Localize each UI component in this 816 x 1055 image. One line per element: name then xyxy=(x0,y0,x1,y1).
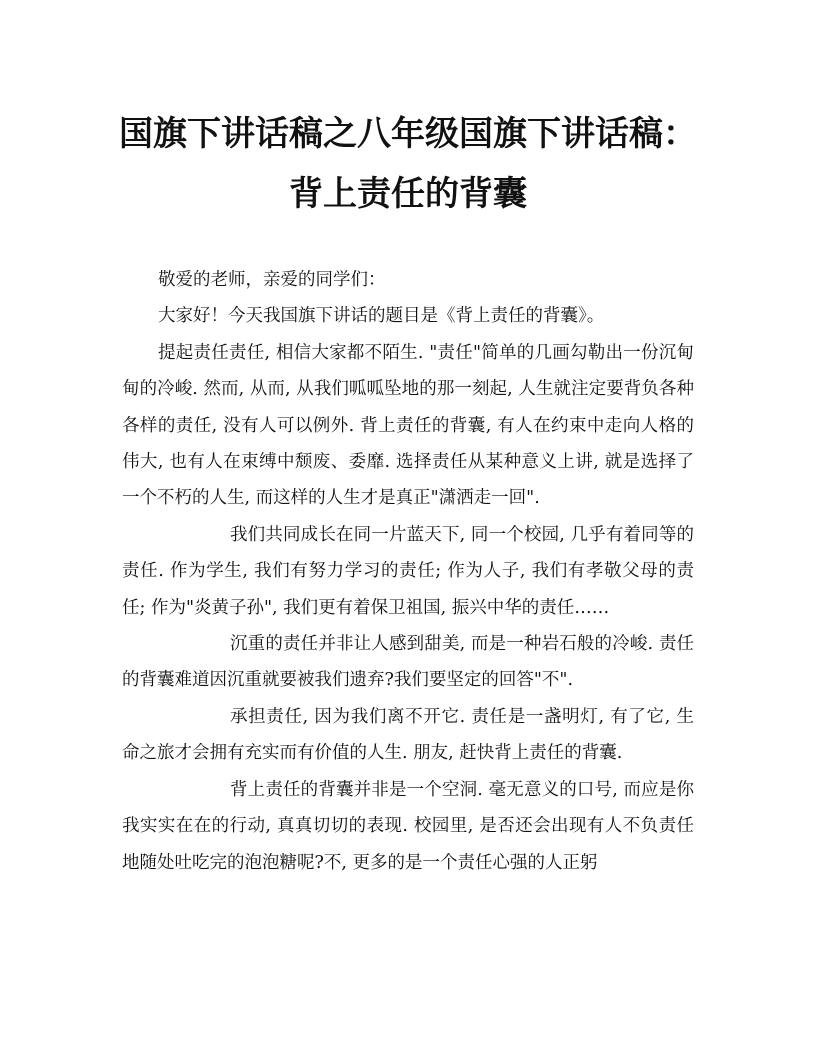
greeting-paragraph: 大家好！今天我国旗下讲话的题目是《背上责任的背囊》。 xyxy=(158,306,605,327)
body-paragraph: 背上责任的背囊并非是一个空洞. 毫无意义的口号, 而应是你我实实在在的行动, 真真切切的表现. 校园里, 是否还会出现有人不负责任地随处吐吃完的泡泡糖呢?不, 更多的是一个责任心强的人正躬 xyxy=(122,779,694,873)
body-paragraph: 承担责任, 因为我们离不开它. 责任是一盏明灯, 有了它, 生命之旅才会拥有充实而有价值的人生. 朋友, 赶快背上责任的背囊. xyxy=(122,706,694,764)
salutation-paragraph: 敬爱的老师，亲爱的同学们： xyxy=(158,270,386,290)
body-paragraph: 提起责任责任, 相信大家都不陌生. "责任"简单的几画勾勒出一份沉甸甸的冷峻. 然而, 从而, 从我们呱呱坠地的那一刻起, 人生就注定要背负各种各样的责任, 没有人可以例外. 背上责任的背囊, 有人在约束中走向人格的伟大, 也有人在束缚中颓废、委靡. 选择责任从某种意义上讲, 就是选择了一个不朽的人生, 而这样的人生才是真正"潇洒走一回". xyxy=(122,342,694,509)
body-paragraph: 我们共同成长在同一片蓝天下, 同一个校园, 几乎有着同等的责任. 作为学生, 我们有努力学习的责任; 作为人子, 我们有孝敬父母的责任; 作为"炎黄子孙", 我们更有着保卫祖国, 振兴中华的责任…… xyxy=(122,524,694,618)
document-title-line-2: 背上责任的背囊 xyxy=(289,174,527,214)
document-title-line-1: 国旗下讲话稿之八年级国旗下讲话稿： xyxy=(119,114,697,154)
document-body xyxy=(122,262,694,881)
body-paragraph: 沉重的责任并非让人感到甜美, 而是一种岩石般的冷峻. 责任的背囊难道因沉重就要被我们遗弃?我们要坚定的回答"不". xyxy=(122,634,694,691)
